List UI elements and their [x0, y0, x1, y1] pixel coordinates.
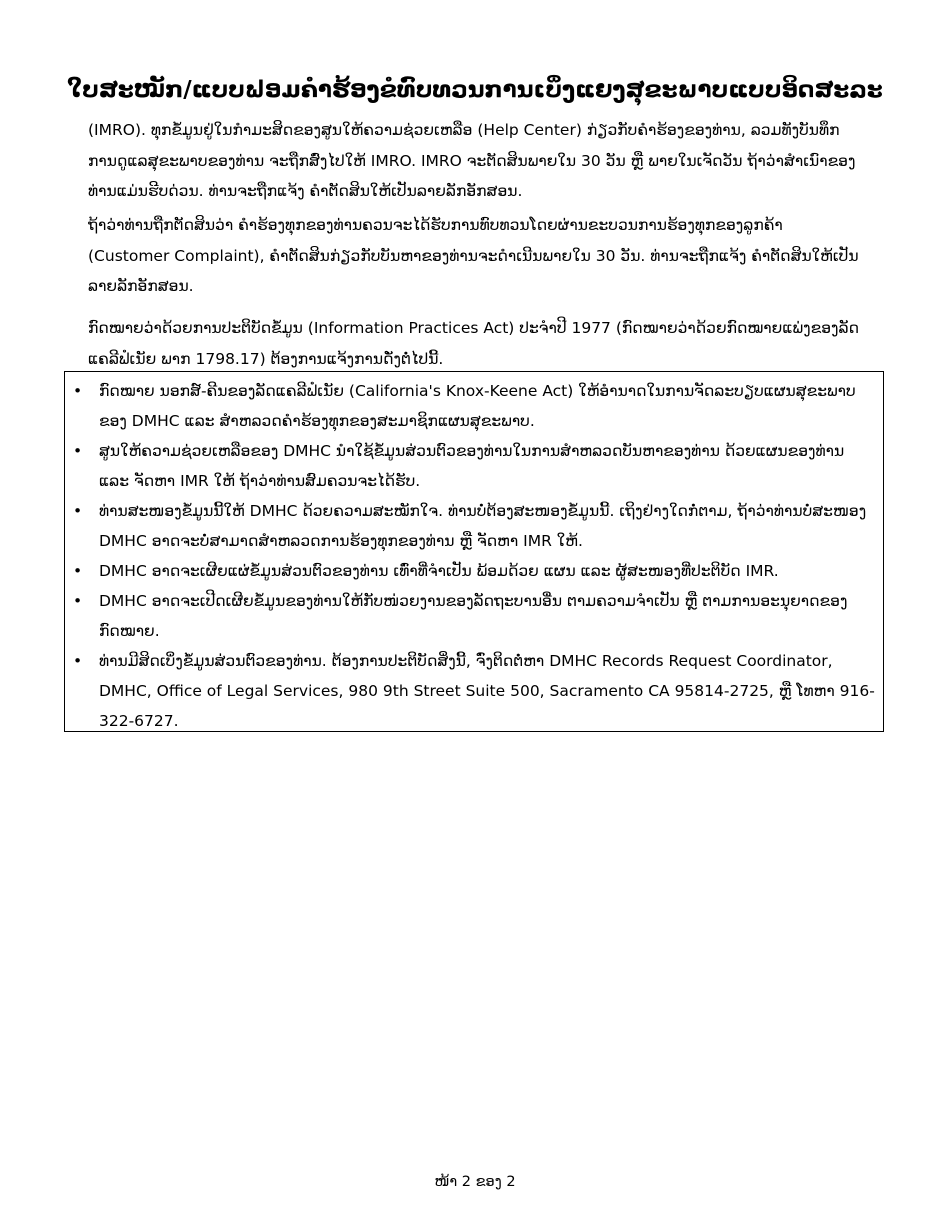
bullet-icon: • — [73, 442, 83, 460]
notice-item-voluntary — [73, 496, 877, 556]
page-number-footer: ໜ້າ 2 ຂອງ 2 — [434, 1174, 516, 1190]
notice-item-text: ທ່ານສະໜອງຂໍ້ມູນນີ້ໃຫ້ DMHC ດ້ວຍຄວາມສະໝັກໃຈ. ທ່ານບໍ່ຕ້ອງສະໜອງຂໍ້ມູນນີ້. ເຖິງຢ່າງໃດກໍ່ຕາມ, ຖ້າວ່າທ່ານບໍ່ສະໜອງ DMHC ອາດຈະບໍ່ສາມາດສຳຫລວດການຮ້ອງທຸກຂອງທ່ານ ຫຼື ຈັດຫາ IMR ໃຫ້. — [99, 502, 867, 550]
document-title: ໃບສະໝັກ/ແບບຟອມຄຳຮ້ອງຂໍທົບທວນການເບິ່ງແຍງສຸຂະພາບແບບອິດສະລະ — [67, 77, 883, 104]
notice-item-text: DMHC ອາດຈະເປີດເຜີຍຂໍ້ມູນຂອງທ່ານໃຫ້ກັບໜ່ວຍງານຂອງລັດຖະບານອື່ນ ຕາມຄວາມຈຳເປັນ ຫຼື ຕາມການອະນຸຍາດຂອງກົດໝາຍ. — [99, 592, 848, 640]
paragraph-imro-decision: (IMRO). ທຸກຂໍ້ມູນຢູ່ໃນກຳມະສິດຂອງສູນໃຫ້ຄວາມຊ່ວຍເຫລືອ (Help Center) ກ່ຽວກັບຄຳຮ້ອງຂອງທ່ານ, ລວມທັງບັນທຶກການດູແລສຸຂະພາບຂອງທ່ານ ຈະຖືກສົ່ງໄປໃຫ້ IMRO. IMRO ຈະຕັດສິນພາຍໃນ 30 ວັນ ຫຼື ພາຍໃນເຈັດວັນ ຖ້າວ່າສຳເນົາຂອງທ່ານແມ່ນຮີບດ່ວນ. ທ່ານຈະຖືກແຈ້ງ ຄຳຕັດສິນໃຫ້ເປັນລາຍລັກອັກສອນ. — [88, 121, 856, 200]
notice-item-disclosure-imr — [73, 556, 877, 586]
bullet-icon: • — [73, 502, 83, 520]
notice-item-government-disclosure — [73, 586, 877, 646]
bullet-icon: • — [73, 592, 83, 610]
notice-item-knox-keene — [73, 376, 877, 436]
bullet-icon: • — [73, 562, 83, 580]
notice-item-text: DMHC ອາດຈະເຜີຍແຜ່ຂໍ້ມູນສ່ວນຕົວຂອງທ່ານ ເທົ່າທີ່ຈຳເປັນ ພ້ອມດ້ວຍ ແຜນ ແລະ ຜູ້ສະໜອງທີ່ປະຕິບັດ IMR. — [99, 562, 779, 580]
bullet-icon: • — [73, 382, 83, 400]
notice-item-records-request — [73, 646, 877, 736]
notice-item-text: ກົດໝາຍ ນອກສ໌-ຄີນຂອງລັດແຄລີຟໍເນັຍ (California's Knox-Keene Act) ໃຫ້ອຳນາດໃນການຈັດລະບຽບແຜນສຸຂະພາບຂອງ DMHC ແລະ ສຳຫລວດຄຳຮ້ອງທຸກຂອງສະມາຊິກແຜນສຸຂະພາບ. — [99, 382, 856, 430]
paragraph-customer-complaint: ຖ້າວ່າທ່ານຖືກຕັດສິນວ່າ ຄຳຮ້ອງທຸກຂອງທ່ານຄວນຈະໄດ້ຮັບການທົບທວນໂດຍຜ່ານຂະບວນການຮ້ອງທຸກຂອງລູກຄ້າ (Customer Complaint), ຄຳຕັດສິນກ່ຽວກັບບັນຫາຂອງທ່ານຈະດຳເນີນພາຍໃນ 30 ວັນ. ທ່ານຈະຖືກແຈ້ງ ຄຳຕັດສິນໃຫ້ເປັນລາຍລັກອັກສອນ. — [88, 216, 859, 295]
notice-item-text: ສູນໃຫ້ຄວາມຊ່ວຍເຫລືອຂອງ DMHC ນຳໃຊ້ຂໍ້ມູນສ່ວນຕົວຂອງທ່ານໃນການສຳຫລວດບັນຫາຂອງທ່ານ ດ້ວຍແຜນຂອງທ່ານ ແລະ ຈັດຫາ IMR ໃຫ້ ຖ້າວ່າທ່ານສົມຄວນຈະໄດ້ຮັບ. — [99, 442, 845, 490]
paragraph-information-practices-act: ກົດໝາຍວ່າດ້ວຍການປະຕິບັດຂໍ້ມູນ (Information Practices Act) ປະຈຳປີ 1977 (ກົດໝາຍວ່າດ້ວຍກົດໝາຍແພ່ງຂອງລັດແຄລີຟໍເນັຍ ພາກ 1798.17) ຕ້ອງການແຈ້ງການດັ່ງຕໍ່ໄປນີ້. — [88, 319, 859, 368]
bullet-icon: • — [73, 652, 83, 670]
notice-item-text: ທ່ານມີສິດເບິ່ງຂໍ້ມູນສ່ວນຕົວຂອງທ່ານ. ຕ້ອງການປະຕິບັດສິ່ງນີ້, ຈົ່ງຕິດຕໍ່ຫາ DMHC Records Request Coordinator, DMHC, Office of Legal Services, 980 9th Street Suite 500, Sacramento CA 95814-2725, ຫຼື ໂທຫາ 916-322-6727. — [99, 652, 875, 730]
notice-item-help-center-use — [73, 436, 877, 496]
privacy-notice-box — [64, 371, 884, 732]
privacy-notice-list — [73, 376, 877, 736]
